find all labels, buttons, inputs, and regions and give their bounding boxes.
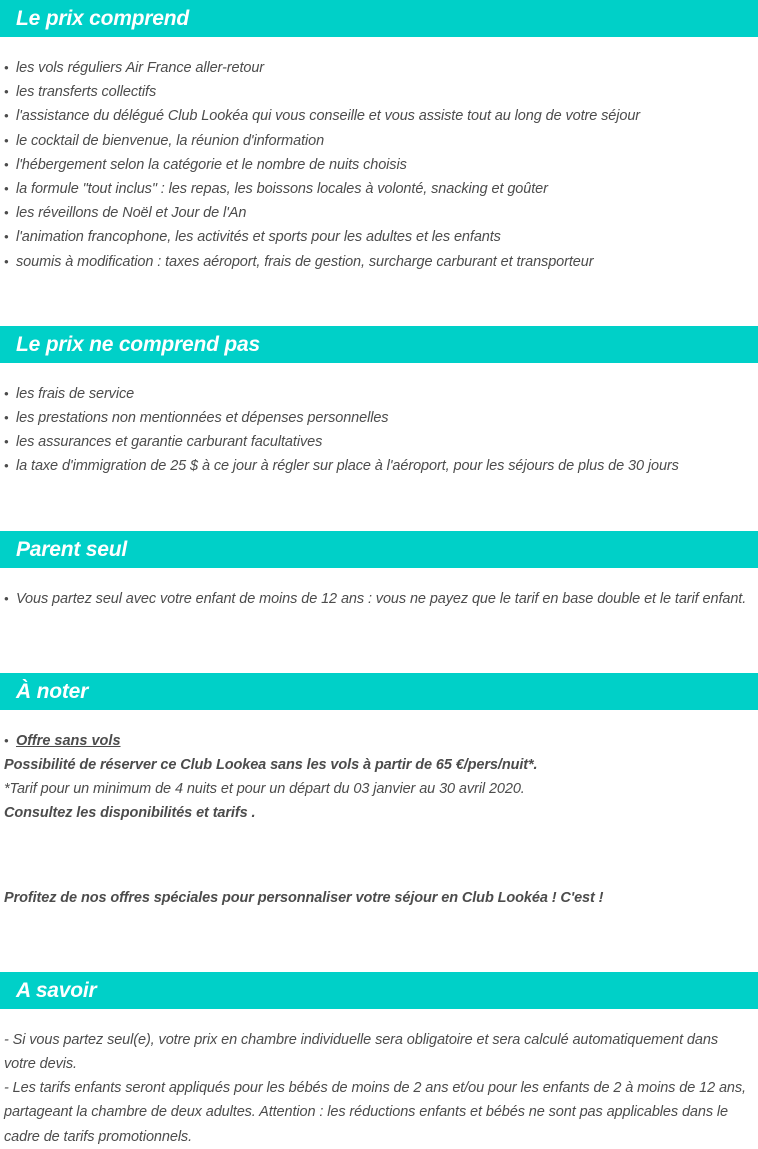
spacer: [4, 363, 750, 382]
spacer: [4, 37, 750, 56]
promo-line: Profitez de nos offres spéciales pour personnaliser votre séjour en Club Lookéa ! C'est !: [4, 889, 604, 906]
offer-without-flights-item[interactable]: [4, 729, 750, 753]
spacer: [4, 568, 750, 587]
list-item: • l'hébergement selon la catégorie et le nombre de nuits choisis: [4, 153, 750, 177]
section-body-le-prix-ne-comprend-pas: [0, 363, 758, 531]
spacer: [4, 611, 750, 673]
availability-link[interactable]: Consultez les disponibilités et tarifs .: [4, 805, 256, 822]
section-title: À noter: [16, 679, 89, 703]
list-item: • les frais de service: [4, 382, 750, 406]
list-item: • la formule "tout inclus" : les repas, les boissons locales à volonté, snacking et goûter: [4, 177, 750, 201]
spacer: [4, 826, 750, 856]
list-item: • la taxe d'immigration de 25 $ à ce jour à régler sur place à l'aéroport, pour les séjours de plus de 30 jours: [4, 454, 750, 478]
section-title: A savoir: [16, 978, 97, 1002]
included-list: [4, 56, 750, 274]
section-title: Le prix comprend: [16, 7, 190, 30]
offer-price-line: Possibilité de réserver ce Club Lookea sans les vols à partir de 65 €/pers/nuit*.: [4, 757, 538, 774]
section-title: Parent seul: [16, 537, 128, 561]
spacer: [4, 910, 750, 972]
list-item: • soumis à modification : taxes aéroport, frais de gestion, surcharge carburant et transporteur: [4, 250, 750, 274]
single-parent-list: [4, 587, 750, 611]
section-header-parent-seul: [0, 531, 758, 568]
note-paragraph: - Les tarifs enfants seront appliqués pour les bébés de moins de 2 ans et/ou pour les enfants de 2 à moins de 12 ans, partageant la chambre de deux adultes. Attention : les réductions enfants et bébés ne sont pas applicables dans le cadre de tarifs promotionnels.: [4, 1080, 746, 1145]
list-item: • les transferts collectifs: [4, 80, 750, 104]
offer-without-flights-link[interactable]: Offre sans vols: [16, 732, 121, 749]
list-item: • les réveillons de Noël et Jour de l'An: [4, 201, 750, 225]
list-item: • l'assistance du délégué Club Lookéa qui vous conseille et vous assiste tout au long de votre séjour: [4, 104, 750, 128]
section-body-a-savoir: [0, 1009, 758, 1149]
section-header-a-noter: [0, 673, 758, 710]
list-item: • les prestations non mentionnées et dépenses personnelles: [4, 406, 750, 430]
spacer: [4, 479, 750, 531]
list-item: • les assurances et garantie carburant facultatives: [4, 430, 750, 454]
list-item: • le cocktail de bienvenue, la réunion d'information: [4, 129, 750, 153]
section-header-le-prix-ne-comprend-pas: [0, 326, 758, 363]
list-item: • Vous partez seul avec votre enfant de moins de 12 ans : vous ne payez que le tarif en base double et le tarif enfant.: [4, 587, 750, 611]
offer-footnote-line: *Tarif pour un minimum de 4 nuits et pour un départ du 03 janvier au 30 avril 2020.: [4, 781, 525, 798]
list-item: • l'animation francophone, les activités et sports pour les adultes et les enfants: [4, 225, 750, 249]
spacer: [4, 710, 750, 729]
section-body-a-noter: [0, 710, 758, 972]
spacer: [4, 274, 750, 326]
section-body-le-prix-comprend: [0, 37, 758, 326]
spacer: [4, 856, 750, 886]
section-header-le-prix-comprend: [0, 0, 758, 37]
list-item: • les vols réguliers Air France aller-retour: [4, 56, 750, 80]
note-paragraph: - Si vous partez seul(e), votre prix en chambre individuelle sera obligatoire et sera calculé automatiquement dans votre devis.: [4, 1031, 718, 1073]
section-title: Le prix ne comprend pas: [16, 332, 260, 356]
excluded-list: [4, 382, 750, 479]
section-body-parent-seul: [0, 568, 758, 673]
section-header-a-savoir: [0, 972, 758, 1009]
spacer: [4, 1009, 750, 1028]
